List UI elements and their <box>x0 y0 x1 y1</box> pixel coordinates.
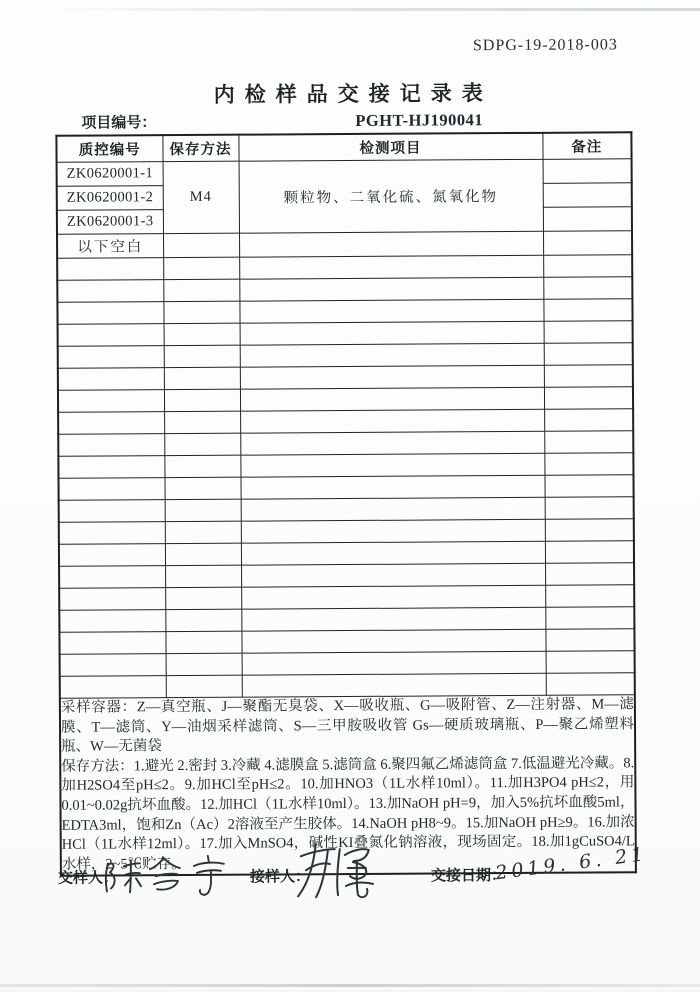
notes-row <box>60 695 636 876</box>
empty-cell <box>544 343 633 366</box>
empty-cell <box>58 478 164 501</box>
deliverer-signature <box>100 851 236 900</box>
test-items-cell: 颗粒物、二氧化硫、氮氧化物 <box>239 159 543 233</box>
empty-cell <box>58 412 164 435</box>
qc-id-cell: ZK0620001-1 <box>57 162 163 187</box>
empty-cell <box>241 541 545 565</box>
empty-cell <box>544 475 633 498</box>
empty-cell <box>164 477 240 499</box>
empty-cell <box>546 673 635 696</box>
empty-cell <box>544 409 633 432</box>
empty-cell <box>165 543 241 565</box>
empty-cell <box>239 277 543 301</box>
empty-cell <box>241 585 545 609</box>
empty-cell <box>241 563 545 587</box>
table-row <box>57 231 632 259</box>
empty-cell <box>59 632 165 655</box>
header-qc-id: 质控编号 <box>56 135 162 162</box>
empty-cell <box>545 563 634 586</box>
header-remarks: 备注 <box>542 132 631 159</box>
empty-cell <box>239 255 543 279</box>
preservation-method-cell-empty <box>163 233 239 257</box>
empty-cell <box>163 301 239 323</box>
table-row <box>57 159 632 187</box>
empty-cell <box>59 500 165 523</box>
empty-cell <box>240 387 544 411</box>
empty-cell <box>58 390 164 413</box>
remark-cell <box>543 159 632 184</box>
empty-cell <box>545 519 634 542</box>
empty-cell <box>242 673 546 697</box>
empty-cell <box>165 631 241 653</box>
empty-cell <box>57 280 163 303</box>
remark-cell <box>543 207 632 232</box>
empty-cell <box>57 258 163 281</box>
signature-row <box>3 842 700 928</box>
handover-date-label: 交接日期： <box>430 867 506 885</box>
empty-cell <box>163 257 239 279</box>
header-preservation-method: 保存方法 <box>162 135 238 162</box>
handover-date-value: 2019. 6. 21 <box>494 842 649 885</box>
empty-cell <box>545 607 634 630</box>
empty-cell <box>165 609 241 631</box>
empty-cell <box>544 321 633 344</box>
deliverer-label: 交样人： <box>57 869 119 887</box>
empty-cell <box>166 653 242 675</box>
qc-id-cell: ZK0620001-3 <box>57 210 163 235</box>
empty-cell <box>165 587 241 609</box>
empty-cell <box>59 610 165 633</box>
project-number-value: PGHT-HJ190041 <box>355 110 484 130</box>
empty-cell <box>166 675 242 697</box>
empty-cell <box>58 434 164 457</box>
table-body <box>57 159 633 259</box>
empty-cell <box>241 519 545 543</box>
sampling-containers-note: 采样容器：Z—真空瓶、J—聚酯无臭袋、X—吸收瓶、G—吸附管、Z—注射器、M—滤膜、T—滤筒、Y—油烟采样滤筒、S—三甲胺吸收管 Gs—硬质玻璃瓶、P—聚乙烯塑料瓶、W—无菌袋 <box>60 696 635 755</box>
empty-cell <box>164 455 240 477</box>
empty-cell <box>240 409 544 433</box>
remark-cell <box>543 231 632 256</box>
preservation-method-cell: M4 <box>163 161 239 233</box>
empty-cell <box>240 343 544 367</box>
table-notes-body <box>60 695 636 876</box>
empty-cell <box>164 345 240 367</box>
empty-cell <box>60 676 166 699</box>
empty-cell <box>242 651 546 675</box>
empty-cell <box>545 497 634 520</box>
empty-cell <box>240 453 544 477</box>
notes-cell <box>60 695 636 876</box>
empty-cell <box>57 302 163 325</box>
page-title: 内检样品交接记录表 <box>213 82 493 107</box>
empty-cell <box>58 346 164 369</box>
empty-cell <box>543 277 632 300</box>
empty-cell <box>58 324 164 347</box>
empty-cell <box>164 433 240 455</box>
empty-cell <box>59 522 165 545</box>
empty-cell <box>544 453 633 476</box>
empty-cell <box>546 651 635 674</box>
document-code: SDPG-19-2018-003 <box>472 36 618 55</box>
qc-id-cell: ZK0620001-2 <box>57 186 163 211</box>
empty-cell <box>60 654 166 677</box>
empty-cell <box>543 299 632 322</box>
empty-cell <box>240 431 544 455</box>
empty-cell <box>543 255 632 278</box>
table-header-row <box>56 132 631 162</box>
empty-cell <box>59 544 165 567</box>
empty-cell <box>240 321 544 345</box>
empty-cell <box>164 367 240 389</box>
preservation-methods-note: 保存方法：1.避光 2.密封 3.冷藏 4.滤膜盒 5.滤筒盒 6.聚四氟乙烯滤筒盒 7.低温避光冷藏。8.加H2SO4至pH≤2。9.加HCl至pH≤2。10.加HNO3（1L水样10ml）。11.加H3PO4 pH≤2，用0.01~0.02g抗坏血酸。12.加HCl（1L水样10ml）。13.加NaOH pH=9，加入5%抗坏血酸5ml，EDTA3ml，饱和Zn（Ac）2溶液至产生胶体。14.NaOH pH8~9。15.加NaOH pH≥9。16.加浓HCl（1L水样12ml）。17.加入MnSO4，碱性KI叠氮化钠溶液，现场固定。18.加1gCuSO4/L水样，2~5℃贮存。 <box>61 755 635 873</box>
empty-cell <box>58 456 164 479</box>
empty-cell <box>545 541 634 564</box>
project-number-label: 项目编号： <box>81 114 157 132</box>
header-test-items: 检测项目 <box>238 133 542 161</box>
empty-cell <box>544 365 633 388</box>
empty-cell <box>240 475 544 499</box>
remark-cell <box>543 183 632 208</box>
empty-cell <box>240 365 544 389</box>
qc-id-cell: 以下空白 <box>57 234 163 259</box>
empty-cell <box>545 585 634 608</box>
empty-cell <box>58 368 164 391</box>
empty-cell <box>165 499 241 521</box>
empty-cell <box>241 497 545 521</box>
empty-cell <box>165 521 241 543</box>
empty-cell <box>59 566 165 589</box>
sample-handover-table <box>55 131 637 877</box>
empty-cell <box>545 629 634 652</box>
empty-cell <box>544 387 633 410</box>
empty-cell <box>59 588 165 611</box>
empty-cell <box>164 323 240 345</box>
empty-cell <box>163 279 239 301</box>
empty-cell <box>239 299 543 323</box>
empty-cell <box>241 629 545 653</box>
test-items-cell-empty <box>239 231 543 257</box>
empty-cell <box>164 411 240 433</box>
empty-cell <box>241 607 545 631</box>
empty-cell <box>165 565 241 587</box>
empty-rows <box>57 255 635 699</box>
empty-cell <box>544 431 633 454</box>
empty-cell <box>164 389 240 411</box>
receiver-label: 接样人： <box>249 868 311 886</box>
